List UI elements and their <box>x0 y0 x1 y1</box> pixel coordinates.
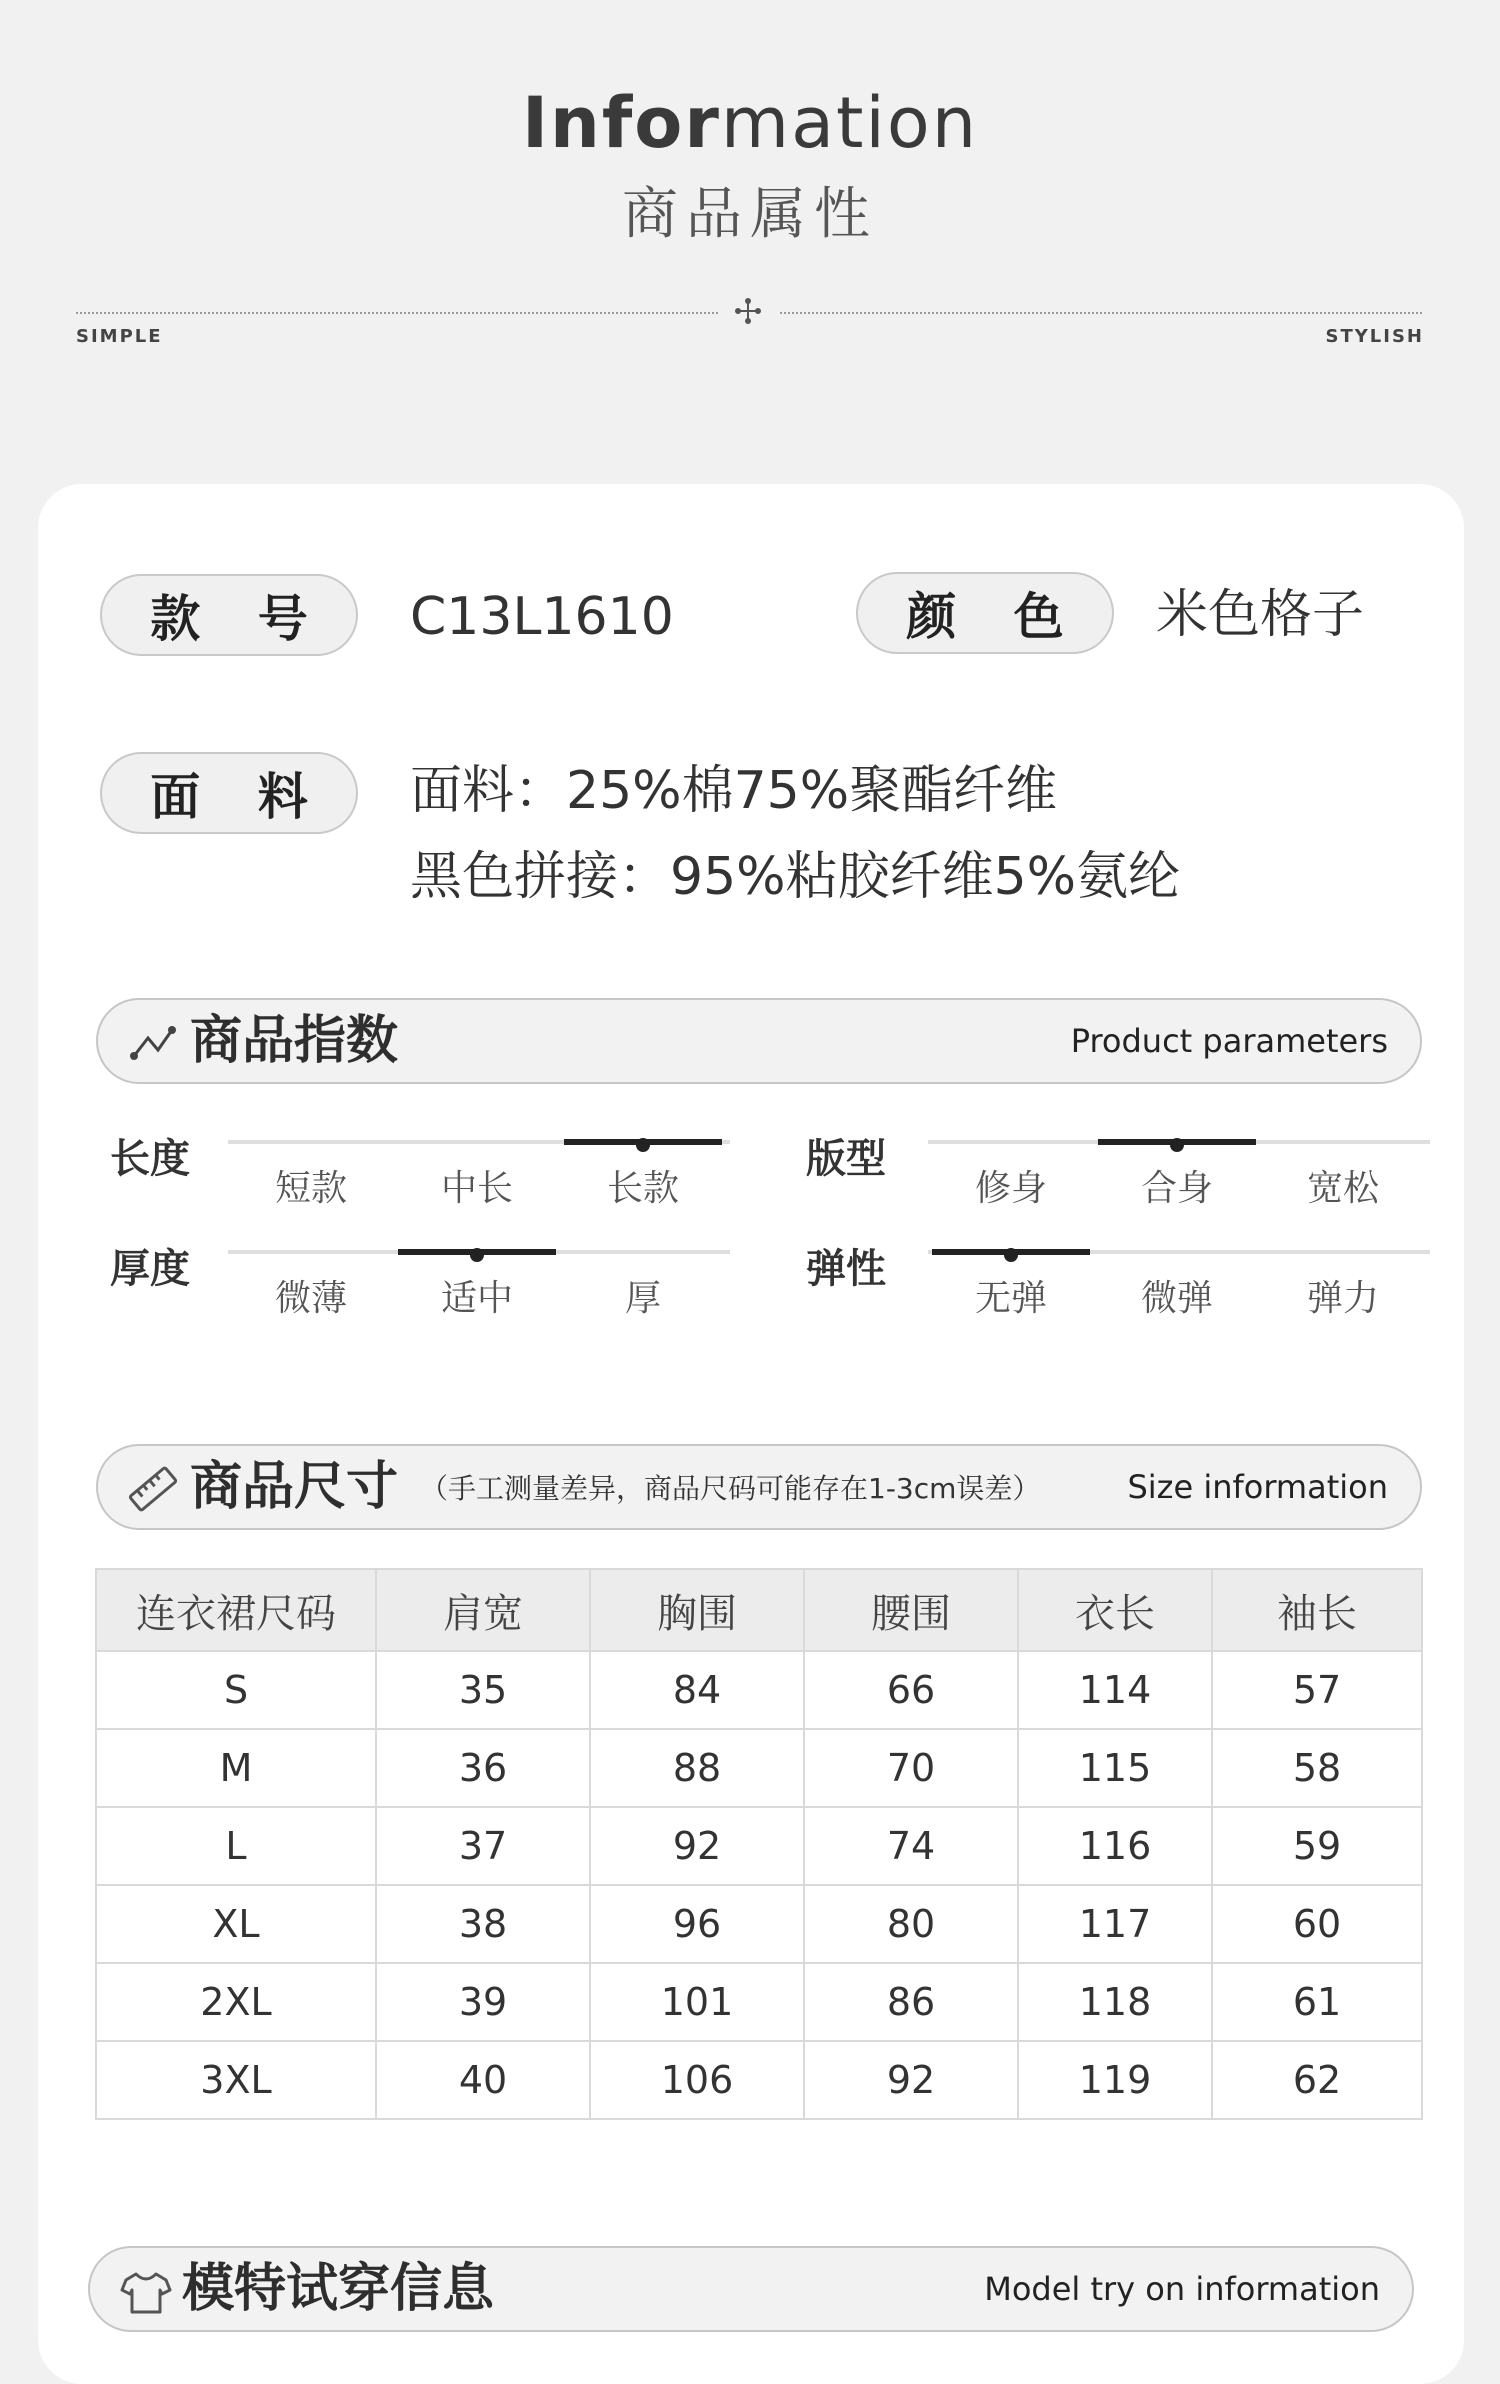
style-no-label: 款 号 <box>100 574 358 656</box>
scale-option: 厚 <box>624 1278 661 1319</box>
size-value-cell: 61 <box>1212 1963 1422 2041</box>
size-section-bar <box>96 1444 1422 1530</box>
size-section-title: 商品尺寸 <box>190 1457 399 1517</box>
scale-selected-marker <box>1170 1138 1184 1152</box>
size-value-cell: 66 <box>804 1651 1018 1729</box>
size-value-cell: 70 <box>804 1729 1018 1807</box>
size-value-cell: 101 <box>590 1963 804 2041</box>
color-value: 米色格子 <box>1156 585 1365 645</box>
table-row <box>96 1885 1422 1963</box>
table-row <box>96 2041 1422 2119</box>
fabric-line-2: 黑色拼接：95%粘胶纤维5%氨纶 <box>410 847 1181 907</box>
size-table-header-cell: 袖长 <box>1212 1569 1422 1651</box>
size-value-cell: 80 <box>804 1885 1018 1963</box>
size-value-cell: 96 <box>590 1885 804 1963</box>
size-value-cell: 74 <box>804 1807 1018 1885</box>
style-no-value: C13L1610 <box>410 587 674 647</box>
fabric-line-1: 面料：25%棉75%聚酯纤维 <box>410 761 1058 821</box>
size-table-header-cell: 连衣裙尺码 <box>96 1569 376 1651</box>
scale-option: 宽松 <box>1306 1168 1379 1209</box>
size-table-header-cell: 腰围 <box>804 1569 1018 1651</box>
model-section-bar <box>88 2246 1414 2332</box>
params-section-title-en: Product parameters <box>1070 1022 1388 1060</box>
size-code-cell: 3XL <box>96 2041 376 2119</box>
table-row <box>96 1729 1422 1807</box>
scale-option: 适中 <box>440 1278 513 1319</box>
size-value-cell: 117 <box>1018 1885 1212 1963</box>
size-code-cell: XL <box>96 1885 376 1963</box>
table-row <box>96 1807 1422 1885</box>
scale-option: 弹力 <box>1306 1278 1379 1319</box>
header-title-light: mation <box>720 82 979 164</box>
size-value-cell: 40 <box>376 2041 590 2119</box>
scale-selected-marker <box>636 1138 650 1152</box>
size-value-cell: 39 <box>376 1963 590 2041</box>
scale-label: 厚度 <box>110 1246 190 1292</box>
size-value-cell: 37 <box>376 1807 590 1885</box>
header-subtitle: 商品属性 <box>622 182 878 247</box>
tag-stylish: STYLISH <box>1325 326 1424 347</box>
size-value-cell: 88 <box>590 1729 804 1807</box>
scale-option: 修身 <box>974 1168 1047 1209</box>
size-table-header-cell: 衣长 <box>1018 1569 1212 1651</box>
trend-line-icon <box>128 1022 178 1064</box>
ruler-icon <box>126 1464 180 1514</box>
size-value-cell: 114 <box>1018 1651 1212 1729</box>
size-code-cell: S <box>96 1651 376 1729</box>
size-value-cell: 60 <box>1212 1885 1422 1963</box>
scale-option: 短款 <box>274 1168 347 1209</box>
size-section-note: （手工测量差异，商品尺码可能存在1-3cm误差） <box>420 1472 1041 1505</box>
color-label: 颜 色 <box>856 572 1114 654</box>
size-value-cell: 118 <box>1018 1963 1212 2041</box>
size-table-header-cell: 胸围 <box>590 1569 804 1651</box>
scale-option: 长款 <box>606 1168 679 1209</box>
size-value-cell: 84 <box>590 1651 804 1729</box>
tshirt-icon <box>120 2270 172 2314</box>
size-value-cell: 119 <box>1018 2041 1212 2119</box>
scale-option: 无弹 <box>974 1278 1047 1319</box>
size-value-cell: 58 <box>1212 1729 1422 1807</box>
scale-label: 长度 <box>110 1136 190 1182</box>
size-table <box>95 1568 1423 2120</box>
model-section-title-en: Model try on information <box>984 2270 1380 2308</box>
params-section-title: 商品指数 <box>190 1011 399 1071</box>
scale-label: 版型 <box>806 1136 886 1182</box>
size-value-cell: 92 <box>804 2041 1018 2119</box>
size-table-header-cell: 肩宽 <box>376 1569 590 1651</box>
size-value-cell: 36 <box>376 1729 590 1807</box>
scale-option: 微弹 <box>1140 1278 1213 1319</box>
size-section-title-en: Size information <box>1127 1468 1388 1506</box>
scale-option: 微薄 <box>274 1278 347 1319</box>
params-section-bar <box>96 998 1422 1084</box>
size-value-cell: 86 <box>804 1963 1018 2041</box>
scale-option: 合身 <box>1140 1168 1213 1209</box>
size-value-cell: 38 <box>376 1885 590 1963</box>
scale-option: 中长 <box>440 1168 513 1209</box>
size-value-cell: 35 <box>376 1651 590 1729</box>
fabric-label: 面 料 <box>100 752 358 834</box>
size-value-cell: 106 <box>590 2041 804 2119</box>
header-title <box>0 78 1500 168</box>
divider-left <box>76 312 718 314</box>
model-section-title: 模特试穿信息 <box>182 2259 495 2319</box>
tag-simple: SIMPLE <box>76 326 163 347</box>
size-code-cell: 2XL <box>96 1963 376 2041</box>
size-table-header <box>96 1569 1422 1651</box>
size-value-cell: 59 <box>1212 1807 1422 1885</box>
scale-selected-marker <box>470 1248 484 1262</box>
table-row <box>96 1963 1422 2041</box>
size-value-cell: 92 <box>590 1807 804 1885</box>
size-code-cell: L <box>96 1807 376 1885</box>
header-title-bold: Infor <box>521 82 721 164</box>
size-value-cell: 57 <box>1212 1651 1422 1729</box>
scale-label: 弹性 <box>806 1246 886 1292</box>
divider-right <box>780 312 1422 314</box>
cross-ornament-icon <box>733 296 763 326</box>
size-code-cell: M <box>96 1729 376 1807</box>
size-value-cell: 62 <box>1212 2041 1422 2119</box>
size-value-cell: 116 <box>1018 1807 1212 1885</box>
scale-selected-marker <box>1004 1248 1018 1262</box>
size-value-cell: 115 <box>1018 1729 1212 1807</box>
table-row <box>96 1651 1422 1729</box>
